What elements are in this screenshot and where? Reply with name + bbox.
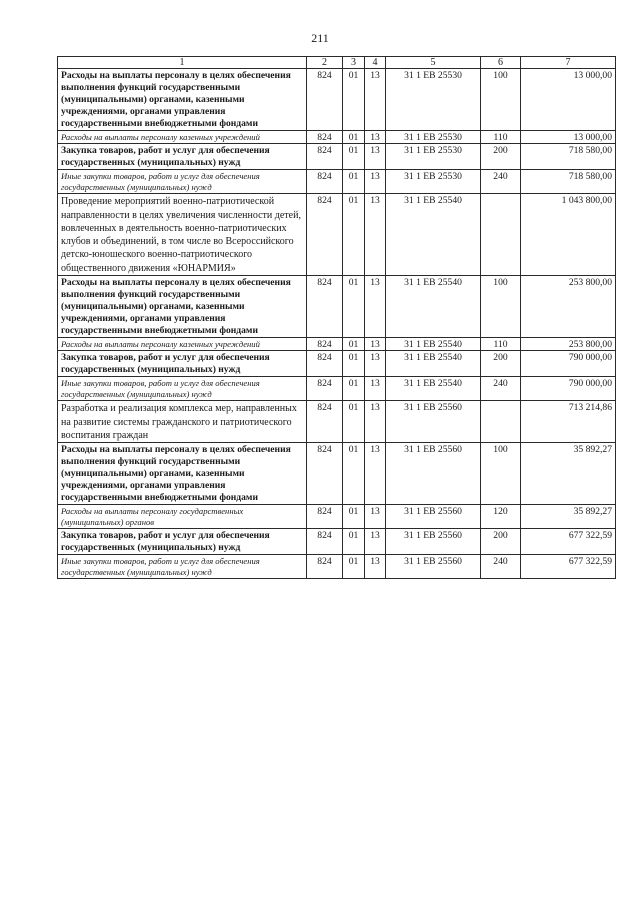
row-rz-cell: 01: [343, 443, 365, 505]
row-name-cell: Расходы на выплаты персоналу казенных учреждений: [58, 130, 307, 144]
row-csr-cell: 31 1 ЕВ 25530: [386, 130, 481, 144]
row-csr-cell: 31 1 ЕВ 25530: [386, 170, 481, 194]
row-vr-cell: 120: [481, 504, 521, 528]
page-number: 211: [311, 31, 329, 45]
row-name-cell: Расходы на выплаты персоналу в целях обеспечения выполнения функций государственными (муниципальными) органами, казенными учреждениями, органами управления государственными внебюджетными фондами: [58, 276, 307, 338]
row-vr-cell: 200: [481, 144, 521, 170]
table-row: [58, 443, 616, 505]
row-pr-cell: 13: [365, 337, 386, 351]
table-row: [58, 554, 616, 578]
row-pr-cell: 13: [365, 554, 386, 578]
row-name-cell: Иные закупки товаров, работ и услуг для обеспечения государственных (муниципальных) нужд: [58, 170, 307, 194]
row-csr-cell: 31 1 ЕВ 25560: [386, 554, 481, 578]
header-col-6: 6: [481, 57, 521, 69]
row-rz-cell: 01: [343, 170, 365, 194]
table-body: [58, 69, 616, 579]
row-name-cell: Расходы на выплаты персоналу государственных (муниципальных) органов: [58, 504, 307, 528]
header-col-5: 5: [386, 57, 481, 69]
row-sum-cell: 1 043 800,00: [521, 194, 616, 276]
row-sum-cell: 253 800,00: [521, 276, 616, 338]
header-col-7: 7: [521, 57, 616, 69]
row-vr-cell: 240: [481, 377, 521, 401]
header-col-4: 4: [365, 57, 386, 69]
row-rz-cell: 01: [343, 276, 365, 338]
row-vr-cell: 240: [481, 170, 521, 194]
row-sum-cell: 253 800,00: [521, 337, 616, 351]
row-rz-cell: 01: [343, 69, 365, 131]
row-sum-cell: 713 214,86: [521, 401, 616, 443]
row-ved-cell: 824: [307, 401, 343, 443]
row-pr-cell: 13: [365, 69, 386, 131]
row-rz-cell: 01: [343, 351, 365, 377]
row-pr-cell: 13: [365, 504, 386, 528]
row-name-cell: Иные закупки товаров, работ и услуг для обеспечения государственных (муниципальных) нужд: [58, 377, 307, 401]
row-ved-cell: 824: [307, 170, 343, 194]
row-csr-cell: 31 1 ЕВ 25540: [386, 194, 481, 276]
row-ved-cell: 824: [307, 130, 343, 144]
table-row: [58, 351, 616, 377]
table-row: [58, 194, 616, 276]
table-row: [58, 276, 616, 338]
row-pr-cell: 13: [365, 130, 386, 144]
row-rz-cell: 01: [343, 401, 365, 443]
row-pr-cell: 13: [365, 401, 386, 443]
table-row: [58, 144, 616, 170]
row-csr-cell: 31 1 ЕВ 25560: [386, 401, 481, 443]
budget-table: [57, 56, 616, 579]
header-col-2: 2: [307, 57, 343, 69]
row-pr-cell: 13: [365, 528, 386, 554]
row-rz-cell: 01: [343, 144, 365, 170]
row-sum-cell: 790 000,00: [521, 351, 616, 377]
row-ved-cell: 824: [307, 194, 343, 276]
row-vr-cell: 110: [481, 130, 521, 144]
table-row: [58, 69, 616, 131]
table-row: [58, 504, 616, 528]
row-vr-cell: 200: [481, 528, 521, 554]
row-ved-cell: 824: [307, 69, 343, 131]
row-csr-cell: 31 1 ЕВ 25540: [386, 337, 481, 351]
row-csr-cell: 31 1 ЕВ 25540: [386, 276, 481, 338]
row-pr-cell: 13: [365, 144, 386, 170]
row-csr-cell: 31 1 ЕВ 25540: [386, 351, 481, 377]
row-ved-cell: 824: [307, 528, 343, 554]
row-name-cell: Расходы на выплаты персоналу казенных учреждений: [58, 337, 307, 351]
row-sum-cell: 13 000,00: [521, 130, 616, 144]
row-ved-cell: 824: [307, 276, 343, 338]
table-row: [58, 528, 616, 554]
row-ved-cell: 824: [307, 377, 343, 401]
row-sum-cell: 13 000,00: [521, 69, 616, 131]
row-vr-cell: 240: [481, 554, 521, 578]
row-rz-cell: 01: [343, 554, 365, 578]
row-ved-cell: 824: [307, 554, 343, 578]
row-csr-cell: 31 1 ЕВ 25540: [386, 377, 481, 401]
row-name-cell: Закупка товаров, работ и услуг для обеспечения государственных (муниципальных) нужд: [58, 144, 307, 170]
row-ved-cell: 824: [307, 504, 343, 528]
row-sum-cell: 790 000,00: [521, 377, 616, 401]
row-name-cell: Расходы на выплаты персоналу в целях обеспечения выполнения функций государственными (муниципальными) органами, казенными учреждениями, органами управления государственными внебюджетными фондами: [58, 69, 307, 131]
table-row: [58, 401, 616, 443]
row-name-cell: Проведение мероприятий военно-патриотической направленности в целях увеличения численности детей, вовлеченных в деятельность военно-патриотических клубов и объединений, в том числе во Всероссийского детско-юношеского военно-патриотического общественного движения «ЮНАРМИЯ»: [58, 194, 307, 276]
header-col-1: 1: [58, 57, 307, 69]
row-ved-cell: 824: [307, 144, 343, 170]
row-name-cell: Закупка товаров, работ и услуг для обеспечения государственных (муниципальных) нужд: [58, 351, 307, 377]
row-csr-cell: 31 1 ЕВ 25530: [386, 69, 481, 131]
row-ved-cell: 824: [307, 351, 343, 377]
row-sum-cell: 35 892,27: [521, 504, 616, 528]
row-csr-cell: 31 1 ЕВ 25530: [386, 144, 481, 170]
row-vr-cell: 100: [481, 443, 521, 505]
row-vr-cell: 110: [481, 337, 521, 351]
row-sum-cell: 718 580,00: [521, 144, 616, 170]
row-rz-cell: 01: [343, 528, 365, 554]
row-sum-cell: 677 322,59: [521, 554, 616, 578]
row-name-cell: Разработка и реализация комплекса мер, направленных на развитие системы гражданского и патриотического воспитания граждан: [58, 401, 307, 443]
table-header-row: [58, 57, 616, 69]
row-pr-cell: 13: [365, 194, 386, 276]
row-name-cell: Расходы на выплаты персоналу в целях обеспечения выполнения функций государственными (муниципальными) органами, казенными учреждениями, органами управления государственными внебюджетными фондами: [58, 443, 307, 505]
row-csr-cell: 31 1 ЕВ 25560: [386, 528, 481, 554]
table-row: [58, 337, 616, 351]
row-ved-cell: 824: [307, 443, 343, 505]
row-sum-cell: 35 892,27: [521, 443, 616, 505]
row-vr-cell: 100: [481, 69, 521, 131]
row-pr-cell: 13: [365, 351, 386, 377]
table-row: [58, 377, 616, 401]
row-pr-cell: 13: [365, 377, 386, 401]
row-vr-cell: 100: [481, 276, 521, 338]
row-ved-cell: 824: [307, 337, 343, 351]
row-rz-cell: 01: [343, 504, 365, 528]
row-csr-cell: 31 1 ЕВ 25560: [386, 443, 481, 505]
table-row: [58, 170, 616, 194]
row-sum-cell: 677 322,59: [521, 528, 616, 554]
row-name-cell: Закупка товаров, работ и услуг для обеспечения государственных (муниципальных) нужд: [58, 528, 307, 554]
row-rz-cell: 01: [343, 130, 365, 144]
row-vr-cell: [481, 401, 521, 443]
row-csr-cell: 31 1 ЕВ 25560: [386, 504, 481, 528]
table-row: [58, 130, 616, 144]
row-rz-cell: 01: [343, 337, 365, 351]
row-name-cell: Иные закупки товаров, работ и услуг для обеспечения государственных (муниципальных) нужд: [58, 554, 307, 578]
row-rz-cell: 01: [343, 194, 365, 276]
row-vr-cell: [481, 194, 521, 276]
row-pr-cell: 13: [365, 276, 386, 338]
row-pr-cell: 13: [365, 170, 386, 194]
header-col-3: 3: [343, 57, 365, 69]
row-rz-cell: 01: [343, 377, 365, 401]
row-sum-cell: 718 580,00: [521, 170, 616, 194]
row-vr-cell: 200: [481, 351, 521, 377]
row-pr-cell: 13: [365, 443, 386, 505]
